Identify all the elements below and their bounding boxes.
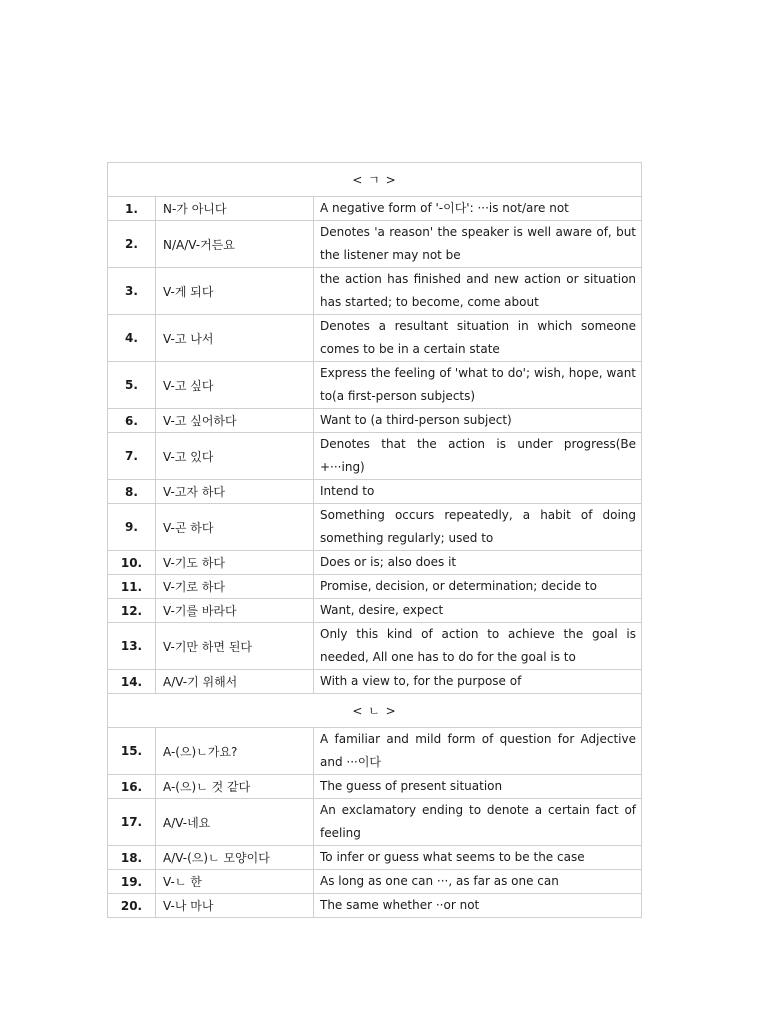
grammar-pattern: V-기만 하면 된다 (156, 623, 314, 670)
section-header-row (108, 694, 642, 728)
grammar-pattern: V-기도 하다 (156, 551, 314, 575)
table-row (108, 551, 642, 575)
table-row (108, 221, 642, 268)
grammar-pattern: A/V-기 위해서 (156, 670, 314, 694)
row-number: 10. (108, 551, 156, 575)
grammar-pattern: V-게 되다 (156, 268, 314, 315)
pattern-description: Intend to (314, 480, 642, 504)
row-number: 3. (108, 268, 156, 315)
pattern-description: Denotes a resultant situation in which someone comes to be in a certain state (314, 315, 642, 362)
table-row (108, 623, 642, 670)
table-row (108, 846, 642, 870)
row-number: 4. (108, 315, 156, 362)
grammar-pattern: A-(으)ㄴ가요? (156, 728, 314, 775)
grammar-table-body (108, 163, 642, 918)
row-number: 18. (108, 846, 156, 870)
pattern-description: Promise, decision, or determination; decide to (314, 575, 642, 599)
row-number: 8. (108, 480, 156, 504)
pattern-description: the action has finished and new action or situation has started; to become, come about (314, 268, 642, 315)
grammar-pattern: V-고 싶다 (156, 362, 314, 409)
pattern-description: To infer or guess what seems to be the case (314, 846, 642, 870)
row-number: 5. (108, 362, 156, 409)
pattern-description: As long as one can ···, as far as one can (314, 870, 642, 894)
grammar-pattern: V-고 나서 (156, 315, 314, 362)
grammar-pattern: A-(으)ㄴ 것 같다 (156, 775, 314, 799)
grammar-pattern: A/V-네요 (156, 799, 314, 846)
grammar-pattern: A/V-(으)ㄴ 모양이다 (156, 846, 314, 870)
table-row (108, 433, 642, 480)
table-row (108, 599, 642, 623)
grammar-pattern: V-나 마나 (156, 894, 314, 918)
table-row (108, 362, 642, 409)
pattern-description: Denotes 'a reason' the speaker is well aware of, but the listener may not be (314, 221, 642, 268)
table-row (108, 409, 642, 433)
pattern-description: Want, desire, expect (314, 599, 642, 623)
pattern-description: Only this kind of action to achieve the goal is needed, All one has to do for the goal is to (314, 623, 642, 670)
grammar-pattern: V-고 있다 (156, 433, 314, 480)
row-number: 20. (108, 894, 156, 918)
pattern-description: The same whether ··or not (314, 894, 642, 918)
pattern-description: Express the feeling of 'what to do'; wish, hope, want to(a first-person subjects) (314, 362, 642, 409)
table-row (108, 799, 642, 846)
table-row (108, 504, 642, 551)
grammar-pattern: V-ㄴ 한 (156, 870, 314, 894)
pattern-description: A familiar and mild form of question for Adjective and ···이다 (314, 728, 642, 775)
row-number: 17. (108, 799, 156, 846)
grammar-pattern: V-고 싶어하다 (156, 409, 314, 433)
pattern-description: Something occurs repeatedly, a habit of doing something regularly; used to (314, 504, 642, 551)
row-number: 2. (108, 221, 156, 268)
section-header: < ㄴ > (108, 694, 642, 728)
row-number: 1. (108, 197, 156, 221)
row-number: 6. (108, 409, 156, 433)
table-row (108, 670, 642, 694)
row-number: 11. (108, 575, 156, 599)
table-row (108, 315, 642, 362)
row-number: 13. (108, 623, 156, 670)
grammar-pattern: V-기로 하다 (156, 575, 314, 599)
pattern-description: A negative form of '-이다': ···is not/are not (314, 197, 642, 221)
grammar-pattern: N-가 아니다 (156, 197, 314, 221)
grammar-table (107, 162, 642, 918)
grammar-pattern: N/A/V-거든요 (156, 221, 314, 268)
row-number: 16. (108, 775, 156, 799)
table-row (108, 894, 642, 918)
table-row (108, 870, 642, 894)
table-row (108, 480, 642, 504)
table-row (108, 728, 642, 775)
grammar-pattern: V-기를 바라다 (156, 599, 314, 623)
row-number: 15. (108, 728, 156, 775)
section-header: < ㄱ > (108, 163, 642, 197)
row-number: 19. (108, 870, 156, 894)
pattern-description: Does or is; also does it (314, 551, 642, 575)
pattern-description: Denotes that the action is under progress(Be +···ing) (314, 433, 642, 480)
grammar-pattern: V-곤 하다 (156, 504, 314, 551)
pattern-description: With a view to, for the purpose of (314, 670, 642, 694)
row-number: 9. (108, 504, 156, 551)
row-number: 7. (108, 433, 156, 480)
pattern-description: Want to (a third-person subject) (314, 409, 642, 433)
table-row (108, 775, 642, 799)
pattern-description: An exclamatory ending to denote a certain fact of feeling (314, 799, 642, 846)
table-row (108, 197, 642, 221)
section-header-row (108, 163, 642, 197)
pattern-description: The guess of present situation (314, 775, 642, 799)
row-number: 12. (108, 599, 156, 623)
table-row (108, 575, 642, 599)
row-number: 14. (108, 670, 156, 694)
table-row (108, 268, 642, 315)
grammar-pattern: V-고자 하다 (156, 480, 314, 504)
